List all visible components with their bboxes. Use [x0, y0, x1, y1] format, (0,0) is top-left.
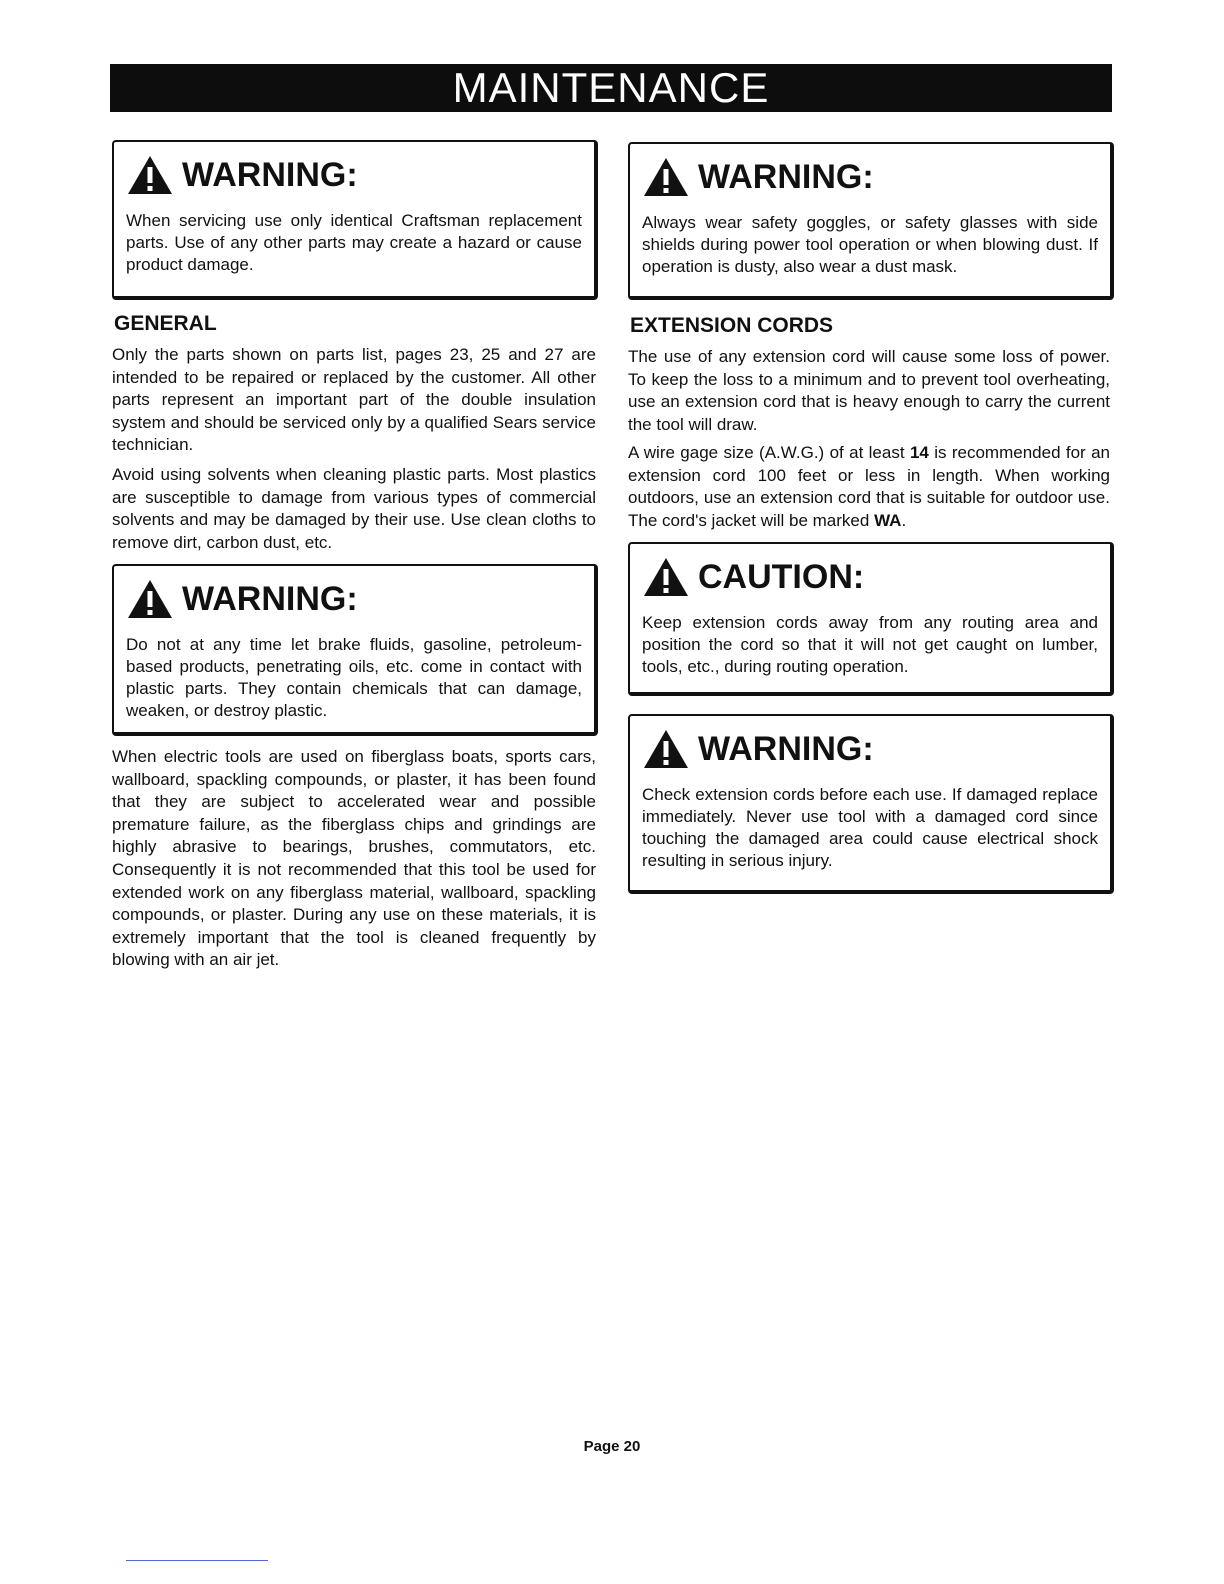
warning-box-safety-goggles [628, 142, 1114, 300]
warning-box-damaged-cords [628, 714, 1114, 894]
caution-box-routing [628, 542, 1114, 696]
section-title: MAINTENANCE [452, 64, 770, 111]
general-paragraph-parts: Only the parts shown on parts list, pages 23, 25 and 27 are intended to be repaired or replaced by the customer. All other parts represent an important part of the double insulation system and should be serviced only by a qualified Sears service technician. [112, 345, 596, 455]
warning-text: Do not at any time let brake fluids, gasoline, petroleum-based products, penetrating oils, etc. come in contact with plastic parts. They contain chemicals that can damage, weaken, or destroy plastic. [126, 635, 582, 720]
warning-box-plastic-chemicals [112, 564, 598, 736]
warning-title: WARNING: [698, 730, 874, 768]
caution-header [642, 556, 1098, 598]
warning-triangle-icon [126, 578, 174, 620]
extension-cords-heading: EXTENSION CORDS [630, 314, 834, 337]
warning-header [126, 578, 582, 620]
caution-title: CAUTION: [698, 558, 865, 596]
jacket-marking: WA [874, 510, 902, 530]
warning-header [126, 154, 582, 196]
warning-text: Check extension cords before each use. If damaged replace immediately. Never use tool with a damaged cord since touching the damaged area could cause electrical shock resulting in serious injury. [642, 785, 1098, 870]
warning-text: Always wear safety goggles, or safety glasses with side shields during power tool operation or when blowing dust. If operation is dusty, also wear a dust mask. [642, 213, 1098, 276]
extension-paragraph-wire-gage [628, 442, 1110, 532]
wire-gage-value: 14 [909, 443, 929, 462]
section-banner [110, 64, 1112, 112]
extension-paragraph-power-loss: The use of any extension cord will cause some loss of power. To keep the loss to a minimum and to prevent tool overheating, use an extension cord that is heavy enough to carry the current the tool will draw. [628, 347, 1110, 434]
warning-box-replacement-parts [112, 140, 598, 300]
warning-triangle-icon [642, 156, 690, 198]
caution-text: Keep extension cords away from any routing area and position the cord so that it will not get caught on lumber, tools, etc., during routing operation. [642, 613, 1098, 676]
footer-rule [126, 1560, 268, 1561]
wire-gage-text-3: . [901, 510, 907, 530]
wire-gage-text-1: A wire gage size (A.W.G.) of at least [628, 443, 910, 462]
warning-triangle-icon [126, 154, 174, 196]
warning-title: WARNING: [182, 580, 358, 618]
warning-triangle-icon [642, 728, 690, 770]
warning-title: WARNING: [698, 158, 874, 196]
general-heading: GENERAL [114, 312, 217, 335]
page-number: Page 20 [583, 1438, 641, 1455]
warning-triangle-icon [642, 556, 690, 598]
wire-gage-text-2: is recommended for an extension cord 100 feet or less in length. When working outdoors, use an extension cord that is suitable for outdoor use. The cord's jacket will be marked [628, 443, 1110, 530]
general-paragraph-solvents: Avoid using solvents when cleaning plastic parts. Most plastics are susceptible to damage from various types of commercial solvents and may be damaged by their use. Use clean cloths to remove dirt, carbon dust, etc. [112, 465, 596, 552]
warning-title: WARNING: [182, 156, 358, 194]
warning-header [642, 728, 1098, 770]
fiberglass-paragraph: When electric tools are used on fiberglass boats, sports cars, wallboard, spackling compounds, or plaster, it has been found that they are subject to accelerated wear and possible premature failure, as the fiberglass chips and grindings are highly abrasive to bearings, brushes, commutators, etc. Consequently it is not recommended that this tool be used for extended work on any fiberglass material, wallboard, spackling compounds, or plaster. During any use on these materials, it is extremely important that the tool is cleaned frequently by blowing with an air jet. [112, 747, 596, 970]
warning-header [642, 156, 1098, 198]
warning-text: When servicing use only identical Craftsman replacement parts. Use of any other parts may create a hazard or cause product damage. [126, 211, 582, 274]
